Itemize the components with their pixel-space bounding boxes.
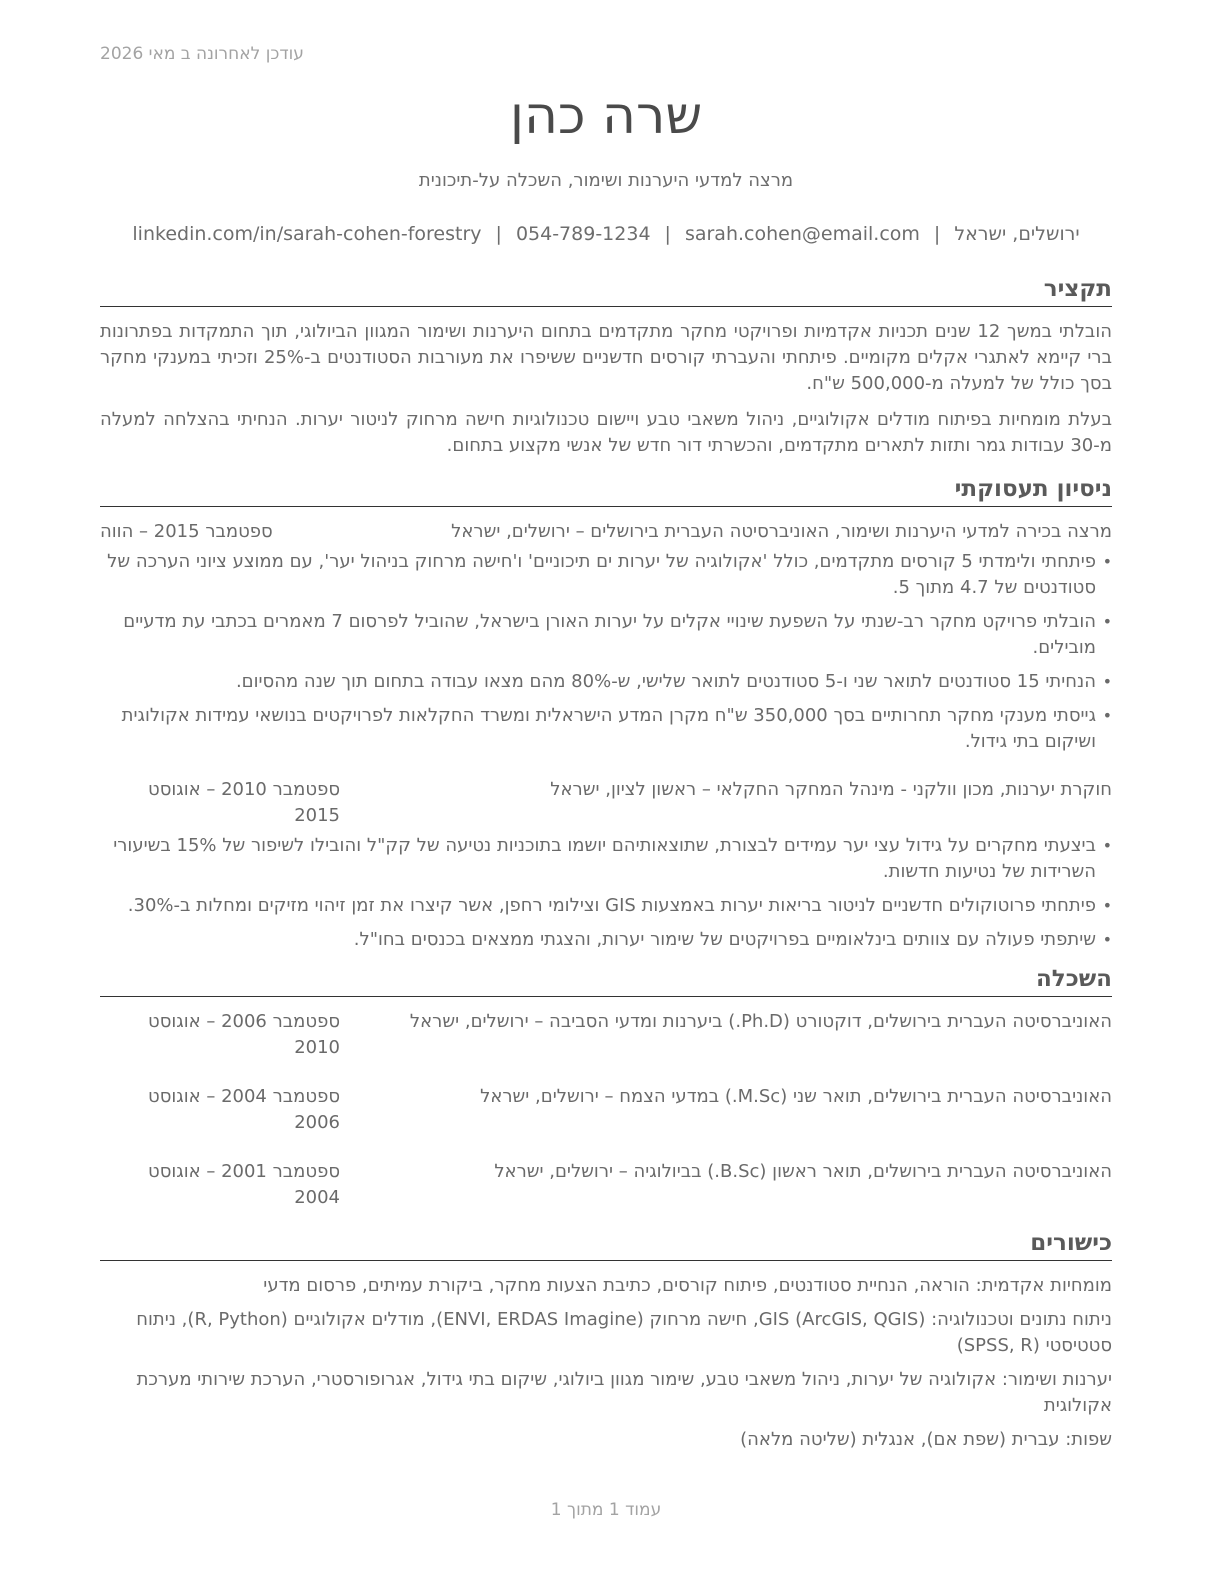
education-dates-wrap bbox=[100, 1009, 340, 1061]
job-bullet: • הובלתי פרויקט מחקר רב-שנתי על השפעת שינויי אקלים על יערות האורן בישראל, שהוביל לפרסום 7 מאמרים בכתבי עת מדעיים מובילים. bbox=[100, 609, 1112, 661]
job-bullet: • שיתפתי פעולה עם צוותים בינלאומיים בפרויקטים של שימור יערות, והצגתי ממצאים בכנסים בחו"ל. bbox=[100, 927, 1112, 953]
contact-separator: | bbox=[664, 223, 671, 245]
section-title-experience: ניסיון תעסוקתי bbox=[100, 474, 1112, 507]
education-text: האוניברסיטה העברית בירושלים, תואר שני (M.Sc.) במדעי הצמח – ירושלים, ישראל bbox=[480, 1086, 1112, 1107]
last-updated: עודכן לאחרונה ב מאי 2026 bbox=[100, 44, 304, 64]
section-title-summary: תקציר bbox=[100, 274, 1112, 307]
contact-separator: | bbox=[495, 223, 502, 245]
job-bullets bbox=[100, 549, 1112, 755]
education-text: האוניברסיטה העברית בירושלים, תואר ראשון (B.Sc.) בביולוגיה – ירושלים, ישראל bbox=[494, 1161, 1112, 1182]
person-name: שרה כהן bbox=[509, 86, 703, 146]
education-item bbox=[100, 1159, 1112, 1211]
education-dates: ספטמבר 2001 – אוגוסט 2004 bbox=[148, 1161, 340, 1208]
contact-phone[interactable]: 054-789-1234 bbox=[515, 223, 651, 245]
summary-paragraph: בעלת מומחיות בפיתוח מודלים אקולוגיים, ניהול משאבי טבע ויישום טכנולוגיות חישה מרחוק לניטור יערות. הנחיתי בהצלחה למעלה מ-30 עבודות גמר ותזות לתארים מתקדמים, והכשרתי דור חדש של אנשי מקצוע בתחום. bbox=[100, 409, 1112, 456]
section-title-skills: כישורים bbox=[100, 1228, 1112, 1261]
job-dates-wrap bbox=[100, 777, 340, 829]
job-dates-wrap bbox=[100, 519, 340, 545]
education-dates-wrap bbox=[100, 1084, 340, 1136]
section-title-education: השכלה bbox=[100, 964, 1112, 997]
page-number: עמוד 1 מתוך 1 bbox=[550, 1500, 662, 1520]
job-subtitle: מרצה למדעי היערנות ושימור, השכלה על-תיכונית bbox=[418, 170, 794, 191]
skill-line: יערנות ושימור: אקולוגיה של יערות, ניהול משאבי טבע, שימור מגוון ביולוגי, שיקום בתי גידול, אגרופורסטרי, הערכת שירותי מערכת אקולוגית bbox=[136, 1369, 1112, 1416]
job-bullet: • ביצעתי מחקרים על גידול עצי יער עמידים לבצורת, שתוצאותיהם יושמו בתוכניות נטיעה של קק"ל והובילו לשיפור של 15% בשיעורי השרידות של נטיעות חדשות. bbox=[100, 833, 1112, 885]
job-dates: ספטמבר 2015 – הווה bbox=[100, 521, 273, 542]
job-role: מרצה בכירה למדעי היערנות ושימור, האוניברסיטה העברית בירושלים – ירושלים, ישראל bbox=[451, 521, 1112, 542]
job-header bbox=[100, 519, 1112, 545]
education-text: האוניברסיטה העברית בירושלים, דוקטורט (Ph.D.) ביערנות ומדעי הסביבה – ירושלים, ישראל bbox=[409, 1011, 1112, 1032]
job-role: חוקרת יערנות, מכון וולקני - מינהל המחקר החקלאי – ראשון לציון, ישראל bbox=[550, 779, 1112, 800]
education-item bbox=[100, 1084, 1112, 1136]
skill-line: ניתוח נתונים וטכנולוגיה: GIS (ArcGIS, QGIS), חישה מרחוק (ENVI, ERDAS Imagine), מודלים אקולוגיים (R, Python), ניתוח סטטיסטי (SPSS, R) bbox=[136, 1309, 1112, 1356]
job-bullets bbox=[100, 833, 1112, 953]
contact-separator: | bbox=[933, 223, 941, 245]
skill-line: מומחיות אקדמית: הוראה, הנחיית סטודנטים, פיתוח קורסים, כתיבת הצעות מחקר, ביקורת עמיתים, פרסום מדעי bbox=[263, 1275, 1112, 1296]
summary-section bbox=[100, 274, 1112, 459]
job-dates: ספטמבר 2010 – אוגוסט 2015 bbox=[148, 779, 340, 826]
contact-linkedin[interactable]: linkedin.com/in/sarah-cohen-forestry bbox=[132, 223, 482, 245]
resume-page bbox=[100, 0, 1112, 1584]
education-item bbox=[100, 1009, 1112, 1061]
education-dates-wrap bbox=[100, 1159, 340, 1211]
skills-section bbox=[100, 1228, 1112, 1453]
job-bullet: • פיתחתי ולימדתי 5 קורסים מתקדמים, כולל 'אקולוגיה של יערות ים תיכוניים' ו'חישה מרחוק בניהול יער', עם ממוצע ציוני הערכה של סטודנטים של 4.7 מתוך 5. bbox=[100, 549, 1112, 601]
education-dates: ספטמבר 2006 – אוגוסט 2010 bbox=[148, 1011, 340, 1058]
education-section bbox=[100, 964, 1112, 1211]
skill-line: שפות: עברית (שפת אם), אנגלית (שליטה מלאה) bbox=[740, 1429, 1112, 1450]
contact-line bbox=[100, 223, 1112, 245]
summary-paragraph: הובלתי במשך 12 שנים תכניות אקדמיות ופרויקטי מחקר מתקדמים בתחום היערנות ושימור המגוון הביולוגי, תוך התמקדות בפתרונות ברי קיימא לאתגרי אקלים מקומיים. פיתחתי והעברתי קורסים חדשניים ששיפרו את מעורבות הסטודנטים ב-25% וזכיתי במענקי מחקר בסך כולל של למעלה מ-500,000 ש"ח. bbox=[100, 321, 1112, 394]
job-header bbox=[100, 777, 1112, 829]
experience-section bbox=[100, 474, 1112, 953]
job-bullet: • גייסתי מענקי מחקר תחרותיים בסך 350,000 ש"ח מקרן המדע הישראלית ומשרד החקלאות לפרויקטים בנושאי עמידות אקולוגית ושיקום בתי גידול. bbox=[100, 703, 1112, 755]
contact-email[interactable]: sarah.cohen@email.com bbox=[684, 223, 920, 245]
education-dates: ספטמבר 2004 – אוגוסט 2006 bbox=[148, 1086, 340, 1133]
job-bullet: • הנחיתי 15 סטודנטים לתואר שני ו-5 סטודנטים לתואר שלישי, ש-80% מהם מצאו עבודה בתחום תוך שנה מהסיום. bbox=[100, 669, 1112, 695]
job-bullet: • פיתחתי פרוטוקולים חדשניים לניטור בריאות יערות באמצעות GIS וצילומי רחפן, אשר קיצרו את זמן זיהוי מזיקים ומחלות ב-30%. bbox=[100, 893, 1112, 919]
contact-location: ירושלים, ישראל bbox=[954, 223, 1080, 245]
